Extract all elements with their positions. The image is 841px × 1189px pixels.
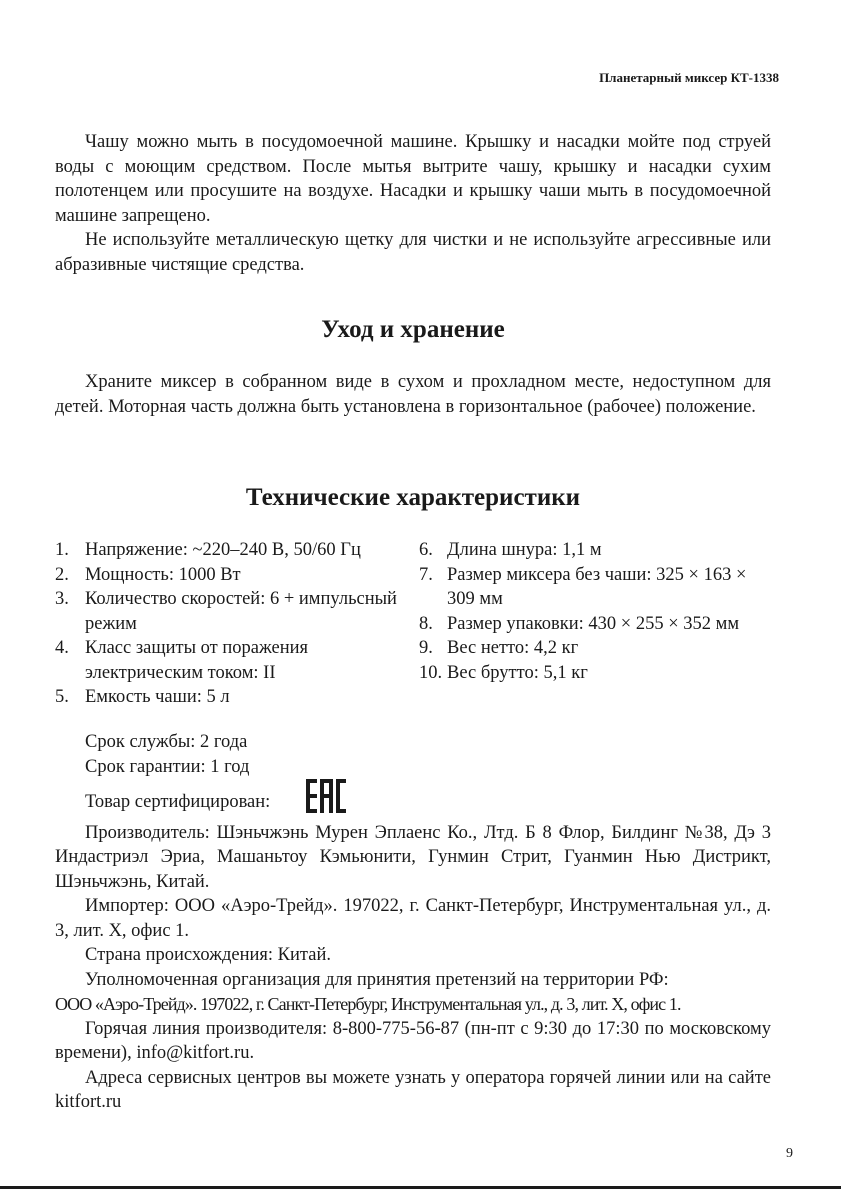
hotline: Горячая линия производителя: 8-800-775-56-87 (пн-пт с 9:30 до 17:30 по московскому времени), info@kitfort.ru. [55,1018,771,1063]
specs-left-column [55,538,405,710]
authorized-organization-address: ООО «Аэро-Трейд». 197022, г. Санкт-Петербург, Инструментальная ул., д. 3, лит. Х, офис 1. [55,994,681,1014]
paragraph-dishwasher: Чашу можно мыть в посудомоечной машине. Крышку и насадки мойте под струей воды с моющим средством. После мытья вытрите чашу, крышку и насадки сухим полотенцем или просушите на воздухе. Насадки и крышку чаши мыть в посудомоечной машине запрещено. [55,132,771,226]
manufacturer: Производитель: Шэньчжэнь Мурен Эплаенс Ко., Лтд. Б 8 Флор, Билдинг №38, Дэ 3 Индастриэл Эриа, Машаньтоу Кэмьюнити, Гунмин Стрит, Гуанмин Нью Дистрикт, Шэньчжэнь, Китай. [55,822,771,892]
spec-item: 4. Класс защиты от поражения электрическим током: II [55,638,309,683]
specs-list [55,538,771,708]
authorized-organization: Уполномоченная организация для принятия претензий на территории РФ: [85,969,669,990]
spec-item: 3. Количество скоростей: 6 + импульсный режим [55,589,397,634]
care-section [55,370,771,419]
service-centers: Адреса сервисных центров вы можете узнать у оператора горячей линии или на сайте kitfort.ru [55,1067,771,1112]
spec-item: 1. Напряжение: ~220–240 В, 50/60 Гц [55,540,361,560]
page-number: 9 [786,1146,793,1161]
certification-line [55,779,771,821]
running-header: Планетарный миксер КТ-1338 [599,70,779,85]
product-info-section [55,730,771,1115]
spec-item: 10. Вес брутто: 5,1 кг [419,662,588,683]
cleaning-section [55,130,771,277]
eac-mark-icon [276,779,346,821]
paragraph-no-abrasives: Не используйте металлическую щетку для чистки и не используйте агрессивные или абразивные чистящие средства. [55,230,771,275]
care-heading: Уход и хранение [321,316,505,343]
spec-item: 5. Емкость чаши: 5 л [55,687,230,707]
country-of-origin: Страна происхождения: Китай. [85,945,331,965]
specs-heading: Технические характеристики [245,484,581,511]
warranty: Срок гарантии: 1 год [85,756,250,777]
spec-item: 2. Мощность: 1000 Вт [55,564,241,585]
spec-item: 9. Вес нетто: 4,2 кг [419,638,579,658]
spec-item: 7. Размер миксера без чаши: 325 × 163 × 309 мм [419,564,747,609]
spec-item: 8. Размер упаковки: 430 × 255 × 352 мм [419,613,740,634]
service-life: Срок службы: 2 года [85,732,248,752]
spec-item: 6. Длина шнура: 1,1 м [419,540,602,560]
certified-label: Товар сертифицирован: [85,792,271,812]
specs-right-column [419,538,771,685]
paragraph-storage: Храните миксер в собранном виде в сухом и прохладном месте, недоступном для детей. Моторная часть должна быть установлена в горизонтальное (рабочее) положение. [55,372,771,417]
importer: Импортер: ООО «Аэро-Трейд». 197022, г. Санкт-Петербург, Инструментальная ул., д. 3, лит. Х, офис 1. [55,896,771,941]
